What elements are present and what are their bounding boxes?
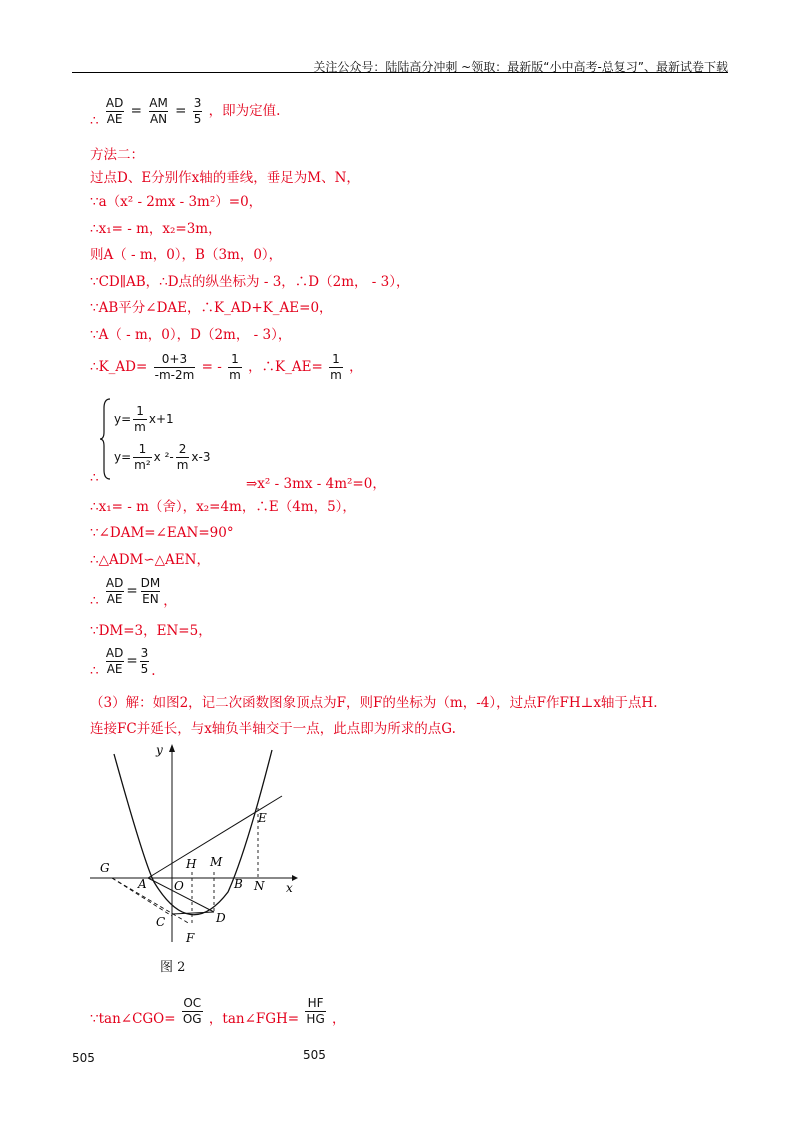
figure-2 <box>86 742 306 981</box>
slope-text: ，∴K_AE= <box>248 359 323 375</box>
svg-text:y: y <box>156 743 163 757</box>
page-number-left: 505 <box>72 1051 95 1065</box>
brace-icon <box>100 398 112 480</box>
header-rule <box>72 72 728 73</box>
slope-text: = - <box>201 359 227 375</box>
svg-text:N: N <box>254 879 265 893</box>
text-line: ∴x₁= - m，x₂=3m， <box>90 221 222 237</box>
svg-text:E: E <box>258 811 267 825</box>
page-number-center: 505 <box>303 1048 326 1062</box>
parabola-diagram <box>86 742 306 977</box>
text-line: ∵a（x² - 2mx - 3m²）=0， <box>90 194 263 210</box>
svg-text:H: H <box>186 857 197 871</box>
fraction-one-over-m: $\frac{1}{m}$ <box>229 352 241 382</box>
therefore-symbol: ∴ <box>90 113 99 129</box>
quadratic-result: ⇒x² - 3mx - 4m²=0， <box>246 476 386 492</box>
svg-text:M: M <box>210 855 223 869</box>
fraction-one-over-m: $\frac{1}{m}$ <box>330 352 342 382</box>
ratio-conclusion: ，即为定值. <box>208 103 281 119</box>
figure-caption: 图 2 <box>160 960 186 975</box>
text-line: ∵A（ - m，0），D（2m， - 3）， <box>90 327 292 343</box>
slope-text: ， <box>349 359 363 375</box>
svg-text:A: A <box>138 877 147 891</box>
text-line: （3）解：如图2，记二次函数图象顶点为F，则F的坐标为（m，-4），过点F作FH⊥x轴于点H. <box>90 695 658 711</box>
text-line: ∴△ADM∽△AEN， <box>90 552 210 568</box>
equation-row: y= $\frac{1}{m}$ x+1 <box>114 404 174 434</box>
svg-text:x: x <box>286 881 293 895</box>
text-line: 则A（ - m，0），B（3m，0）， <box>90 247 283 263</box>
therefore-symbol: ∴ <box>90 470 99 486</box>
tan-line: ∵tan∠CGO= $\frac{OC}{OG}$ ，tan∠FGH= $\frac{HF}{HG}$ ， <box>90 996 346 1027</box>
equals-sign: = <box>175 103 187 119</box>
slope-line <box>90 352 363 383</box>
svg-text:F: F <box>186 931 195 945</box>
text-line: 连接FC并延长，与x轴负半轴交于一点，此点即为所求的点G. <box>90 721 456 737</box>
text-line: ∵CD∥AB，∴D点的纵坐标为 - 3，∴D（2m， - 3）， <box>90 274 410 290</box>
svg-text:C: C <box>156 915 166 929</box>
equation-row: y= $\frac{1}{\text{m²}}$ x ²- $\frac{2}{m}$ x-3 <box>114 442 211 472</box>
fraction-three-fifths: $\frac{3}{5}$ <box>193 96 202 126</box>
text-line: 过点D、E分别作x轴的垂线，垂足为M、N， <box>90 170 360 186</box>
text-line: ∵DM=3，EN=5， <box>90 623 212 639</box>
ratio-line: ∴ $\frac{AD}{AE}$ = $\frac{3}{5}$ . <box>90 646 156 679</box>
fraction-ad-ae: $\frac{AD}{AE}$ <box>105 96 124 126</box>
method-two-heading: 方法二： <box>90 147 144 163</box>
fraction-am-an: $\frac{AM}{AN}$ <box>149 96 168 126</box>
page-header: 关注公众号：陆陆高分冲刺 ~领取：最新版“小中高考-总复习”、最新试卷下载 <box>313 60 728 74</box>
text-line: ∵∠DAM=∠EAN=90° <box>90 525 234 541</box>
svg-text:O: O <box>174 879 184 893</box>
svg-text:B: B <box>234 877 243 891</box>
ratio-line: ∴ $\frac{AD}{AE}$ = $\frac{DM}{EN}$ ， <box>90 576 177 609</box>
svg-text:G: G <box>100 861 110 875</box>
slope-fraction: $\frac{0+3}{-m-2m}$ <box>154 352 195 382</box>
text-line: ∴x₁= - m（舍），x₂=4m，∴E（4m，5）， <box>90 499 356 515</box>
svg-text:D: D <box>216 911 226 925</box>
slope-label: ∴K_AD= <box>90 359 148 375</box>
text-line: ∵AB平分∠DAE，∴K_AD+K_AE=0， <box>90 300 333 316</box>
equals-sign: = <box>130 103 142 119</box>
ratio-line <box>90 96 280 127</box>
